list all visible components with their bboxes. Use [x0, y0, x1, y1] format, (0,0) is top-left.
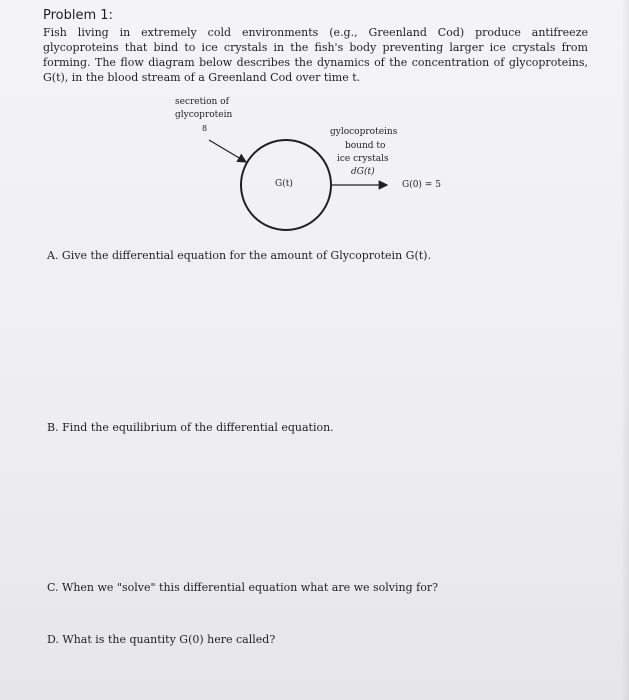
question-d: D. What is the quantity G(0) here called?	[47, 633, 276, 646]
inflow-label-line-1: secretion of	[175, 97, 229, 107]
outflow-label-line-1: gylocoproteins	[330, 127, 398, 137]
question-c: C. When we "solve" this differential equation what are we solving for?	[47, 581, 439, 594]
stock-label: G(t)	[275, 179, 293, 189]
inflow-label-line-2: glycoprotein	[175, 110, 233, 120]
outflow-rate: dG(t)	[351, 167, 375, 177]
outflow-label-line-2: bound to	[345, 141, 386, 151]
inflow-rate: 8	[202, 124, 208, 133]
outflow-label-line-3: ice crystals	[337, 154, 389, 164]
inflow-arrow	[209, 140, 246, 162]
problem-title: Problem 1:	[43, 8, 113, 23]
initial-condition: G(0) = 5	[402, 180, 441, 190]
flow-diagram	[165, 90, 485, 240]
question-a: A. Give the differential equation for the amount of Glycoprotein G(t).	[47, 249, 431, 262]
page-edge-shadow	[621, 0, 629, 700]
question-b: B. Find the equilibrium of the differential equation.	[47, 421, 334, 434]
problem-intro: Fish living in extremely cold environments (e.g., Greenland Cod) produce antifreeze glycoproteins that bind to ice crystals in the fish's body preventing larger ice crystals from forming. The flow diagram below describes the dynamics of the concentration of glycoproteins, G(t), in the blood stream of a Greenland Cod over time t.	[43, 26, 588, 84]
